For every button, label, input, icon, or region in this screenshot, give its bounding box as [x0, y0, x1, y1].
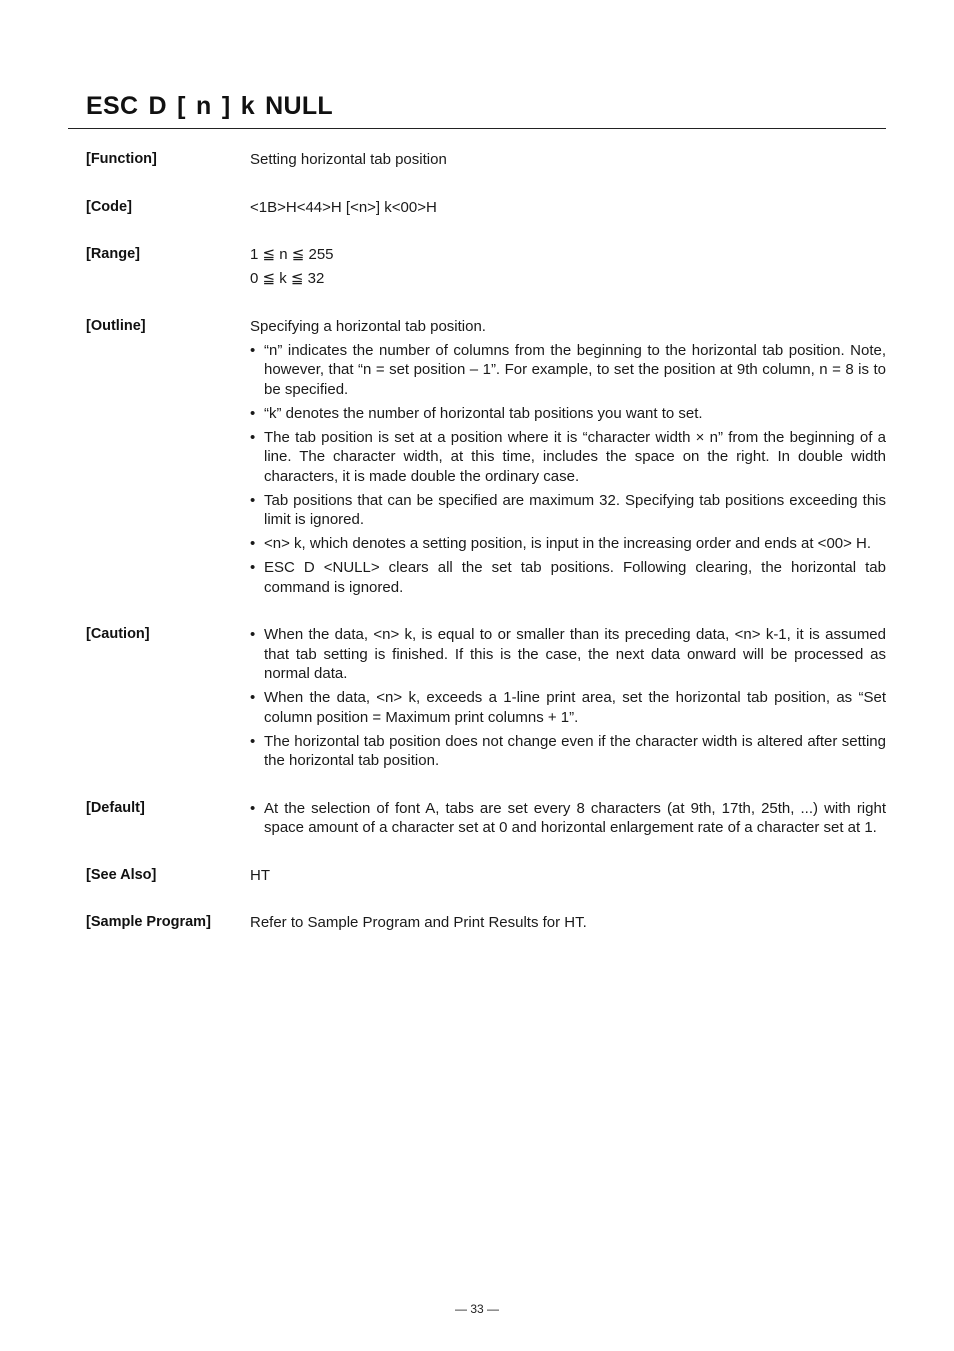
outline-intro: Specifying a horizontal tab position. [250, 317, 486, 335]
section-code [86, 198, 886, 218]
section-outline [86, 317, 886, 598]
list-item: • At the selection of font A, tabs are set every 8 characters (at 9th, 17th, 25th, ...) with right space amount of a character set at 0 and horizontal enlargement rate of a character set at 1. [250, 799, 886, 838]
list-item: • “k” denotes the number of horizontal tab positions you want to set. [250, 404, 886, 424]
section-label: [Range] [86, 246, 140, 262]
section-content [250, 625, 886, 771]
list-item: • Tab positions that can be specified are maximum 32. Specifying tab positions exceeding this limit is ignored. [250, 491, 886, 530]
section-label: [Sample Program] [86, 914, 211, 930]
page-number: — 33 — [454, 1302, 499, 1316]
section-content [250, 245, 886, 289]
code-text: <1B>H<44>H [<n>] k<00>H [250, 198, 437, 216]
section-see-also [86, 866, 886, 886]
section-default [86, 799, 886, 838]
list-item: • The tab position is set at a position where it is “character width × n” from the beginning of a line. The character width, at this time, includes the space on the right. In double width characters, it is made double the ordinary case. [250, 428, 886, 487]
sample-program-text: Refer to Sample Program and Print Results for HT. [250, 914, 587, 931]
list-item: • “n” indicates the number of columns from the beginning to the horizontal tab position. Note, however, that “n = set position – 1”. For example, to set the position at 9th column, n = 8 is to be specified. [250, 341, 886, 400]
list-item: • When the data, <n> k, exceeds a 1-line print area, set the horizontal tab position, as “Set column position = Maximum print columns + 1”. [250, 688, 886, 727]
section-range [86, 245, 886, 289]
list-item: • The horizontal tab position does not change even if the character width is altered after setting the horizontal tab position. [250, 732, 886, 771]
function-text: Setting horizontal tab position [250, 151, 447, 168]
section-label: [Function] [86, 151, 157, 167]
title-divider [68, 128, 886, 129]
section-content [250, 198, 886, 218]
list-item: • When the data, <n> k, is equal to or smaller than its preceding data, <n> k-1, it is assumed that tab setting is finished. If this is the case, the next data onward will be processed as normal data. [250, 625, 886, 684]
section-content [250, 866, 886, 886]
section-caution [86, 625, 886, 771]
page-title: ESC D [ n ] k NULL [86, 92, 334, 120]
section-label: [Outline] [86, 317, 146, 334]
command-sections [86, 150, 886, 961]
see-also-text: HT [250, 866, 270, 884]
caution-list [250, 625, 886, 771]
section-content [250, 150, 886, 170]
range-line: 0 ≦ k ≦ 32 [250, 270, 325, 287]
section-label: [See Also] [86, 866, 157, 883]
section-content [250, 799, 886, 838]
range-line: 1 ≦ n ≦ 255 [250, 246, 334, 263]
section-sample-program [86, 913, 886, 933]
section-function [86, 150, 886, 170]
section-content [250, 913, 886, 933]
section-label: [Code] [86, 198, 132, 215]
section-content [250, 317, 886, 598]
default-list [250, 799, 886, 838]
section-label: [Caution] [86, 626, 150, 642]
list-item: • <n> k, which denotes a setting position, is input in the increasing order and ends at <00> H. [250, 534, 886, 554]
list-item: • ESC D <NULL> clears all the set tab positions. Following clearing, the horizontal tab command is ignored. [250, 558, 886, 597]
section-label: [Default] [86, 799, 145, 816]
outline-list [250, 341, 886, 598]
